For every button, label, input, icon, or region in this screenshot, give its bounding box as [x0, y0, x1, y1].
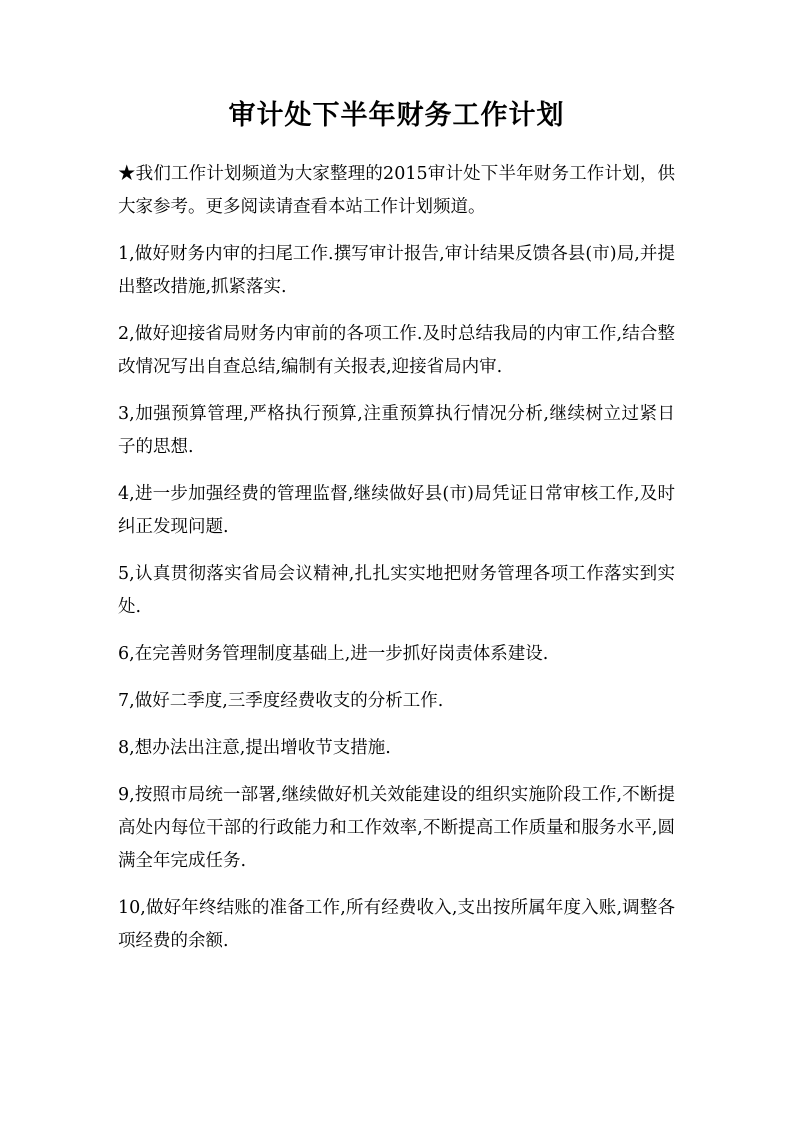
plan-item-8: 8,想办法出注意,提出增收节支措施. [118, 738, 391, 758]
plan-item-2: 2,做好迎接省局财务内审前的各项工作.及时总结我局的内审工作,结合整改情况写出自查总结,编制有关报表,迎接省局内审. [118, 324, 675, 377]
intro-paragraph: ★我们工作计划频道为大家整理的2015审计处下半年财务工作计划，供大家参考。更多阅读请查看本站工作计划频道。 [118, 164, 675, 217]
plan-item-9: 9,按照市局统一部署,继续做好机关效能建设的组织实施阶段工作,不断提高处内每位干部的行政能力和工作效率,不断提高工作质量和服务水平,圆满全年完成任务. [118, 785, 675, 871]
plan-item-4: 4,进一步加强经费的管理监督,继续做好县(市)局凭证日常审核工作,及时纠正发现问题. [118, 484, 675, 537]
plan-item-10: 10,做好年终结账的准备工作,所有经费收入,支出按所属年度入账,调整各项经费的余额. [118, 898, 675, 951]
plan-item-6: 6,在完善财务管理制度基础上,进一步抓好岗责体系建设. [118, 644, 549, 664]
document-title: 审计处下半年财务工作计划 [228, 100, 565, 131]
plan-item-7: 7,做好二季度,三季度经费收支的分析工作. [118, 691, 444, 711]
document-body [118, 158, 675, 958]
plan-item-5: 5,认真贯彻落实省局会议精神,扎扎实实地把财务管理各项工作落实到实处. [118, 564, 675, 617]
plan-item-3: 3,加强预算管理,严格执行预算,注重预算执行情况分析,继续树立过紧日子的思想. [118, 404, 675, 457]
plan-item-1: 1,做好财务内审的扫尾工作.撰写审计报告,审计结果反馈各县(市)局,并提出整改措施,抓紧落实. [118, 244, 675, 297]
